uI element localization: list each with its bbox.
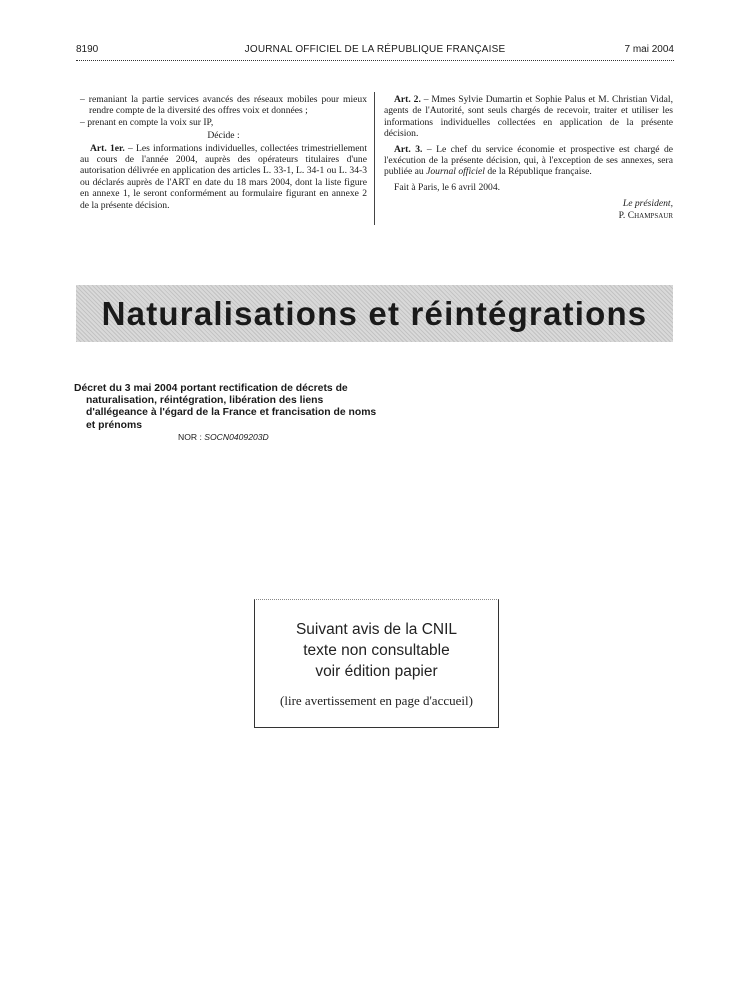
decide-heading: Décide : [207,130,240,142]
issue-date: 7 mai 2004 [624,44,674,55]
cnil-notice-box [254,599,499,728]
section-banner [76,285,673,342]
journal-reference: Journal officiel [426,166,485,178]
journal-title: JOURNAL OFFICIEL DE LA RÉPUBLIQUE FRANÇAISE [244,44,506,55]
page-header [76,44,674,61]
cnil-line: Suivant avis de la CNIL [295,621,458,638]
article-text: – Le chef du service économie et prospective est chargé de l'exécution de la présente décision, qui, à l'exception de ses annexes, sera publiée au [384,143,673,178]
article-label: Art. 1er. [90,142,125,154]
article-2 [384,94,673,140]
section-title: Naturalisations et réintégrations [101,294,648,332]
right-column [384,94,673,221]
signature-title: Le président, [622,198,673,210]
nor-code: SOCN0409203D [204,432,269,442]
nor-label: NOR : [178,432,205,442]
article-1 [80,143,367,211]
cnil-line: voir édition papier [315,663,438,680]
article-label: Art. 2. [394,94,421,105]
page-number: 8190 [76,44,99,55]
cnil-note: (lire avertissement en page d'accueil) [280,693,473,708]
article-text: – Les informations individuelles, collectées trimestriellement au cours de l'année 2004, auprès des opérateurs titulaires d'une autorisation délivrée en application des articles L. 33-1, L. 34-1 ou L. 34-3 ou déclarés auprès de l'ART en date du 18 mars 2004, dont la liste figure en annexe 1, le seront conformément au formulaire figurant en annexe 2 de la présente décision. [80,142,367,211]
decree-title: Décret du 3 mai 2004 portant rectification de décrets de naturalisation, réintégration, libération des liens d'allégeance à l'égard de la France et francisation de noms et prénoms [74,383,377,431]
article-3 [384,144,673,178]
article-text: de la République française. [484,166,592,178]
article-label: Art. 3. [394,143,423,155]
article-text: – Mmes Sylvie Dumartin et Sophie Palus et M. Christian Vidal, agents de l'Autorité, sont seuls chargés de recevoir, traiter et utiliser les informations individuelles collectées en application de la présente décision. [384,94,673,140]
column-divider [374,92,375,225]
left-column [80,94,367,211]
signature-name: P. Champsaur [618,209,673,221]
done-at: Fait à Paris, le 6 avril 2004. [394,181,501,193]
cnil-line: texte non consultable [303,642,450,659]
list-item: – prenant en compte la voix sur IP, [80,116,214,128]
list-item: – remaniant la partie services avancés des réseaux mobiles pour mieux rendre compte de la diversité des offres voix et données ; [80,94,367,117]
nor-reference [178,432,269,442]
